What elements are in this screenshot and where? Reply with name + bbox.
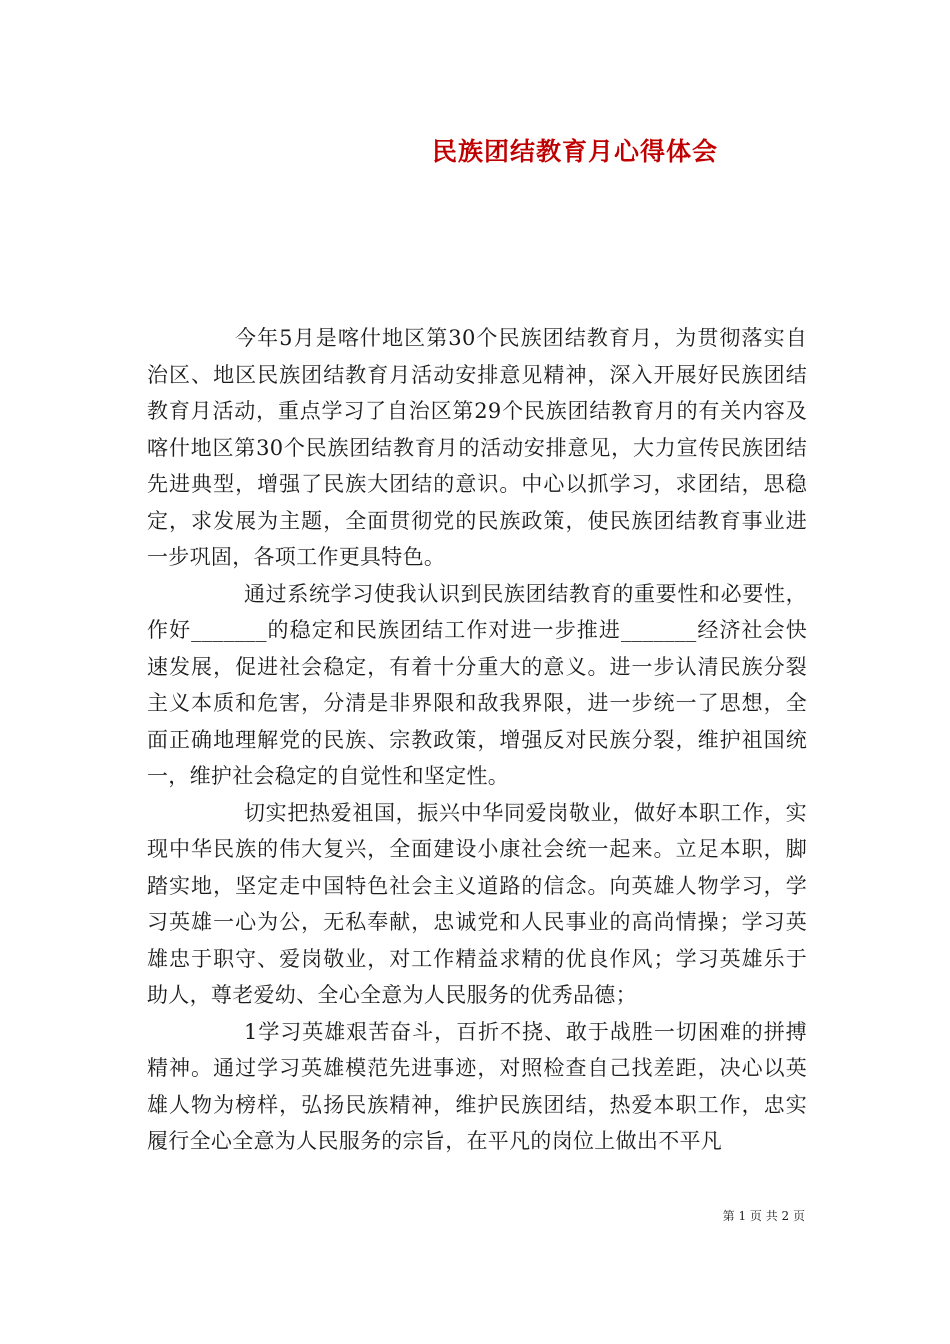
paragraph-2: 通过系统学习使我认识到民族团结教育的重要性和必要性，作好_______的稳定和民族团结工作对进一步推进_______经济社会快速发展，促进社会稳定，有着十分重大的意义。进一步认清民族分裂主义本质和危害，分清是非界限和敌我界限，进一步统一了思想，全面正确地理解党的民族、宗教政策，增强反对民族分裂，维护祖国统一，维护社会稳定的自觉性和坚定性。	[147, 581, 807, 788]
document-title: 民族团结教育月心得体会	[431, 137, 718, 166]
paragraph-4: 1学习英雄艰苦奋斗，百折不挠、敢于战胜一切困难的拼搏精神。通过学习英雄模范先进事迹，对照检查自己找差距，决心以英雄人物为榜样，弘扬民族精神，维护民族团结，热爱本职工作，忠实履行全心全意为人民服务的宗旨，在平凡的岗位上做出不平凡	[147, 1019, 807, 1153]
paragraph-3: 切实把热爱祖国，振兴中华同爱岗敬业，做好本职工作，实现中华民族的伟大复兴，全面建设小康社会统一起来。立足本职，脚踏实地，坚定走中国特色社会主义道路的信念。向英雄人物学习，学习英雄一心为公，无私奉献，忠诚党和人民事业的高尚情操；学习英雄忠于职守、爱岗敬业，对工作精益求精的优良作风；学习英雄乐于助人，尊老爱幼、全心全意为人民服务的优秀品德；	[147, 800, 807, 1007]
document-body	[147, 320, 807, 1160]
page-number-footer: 第 1 页 共 2 页	[722, 1209, 805, 1223]
paragraph-1: 今年5月是喀什地区第30个民族团结教育月，为贯彻落实自治区、地区民族团结教育月活动安排意见精神，深入开展好民族团结教育月活动，重点学习了自治区第29个民族团结教育月的有关内容及喀什地区第30个民族团结教育月的活动安排意见，大力宣传民族团结先进典型，增强了民族大团结的意识。中心以抓学习，求团结，思稳定，求发展为主题，全面贯彻党的民族政策，使民族团结教育事业进一步巩固，各项工作更具特色。	[147, 326, 807, 569]
